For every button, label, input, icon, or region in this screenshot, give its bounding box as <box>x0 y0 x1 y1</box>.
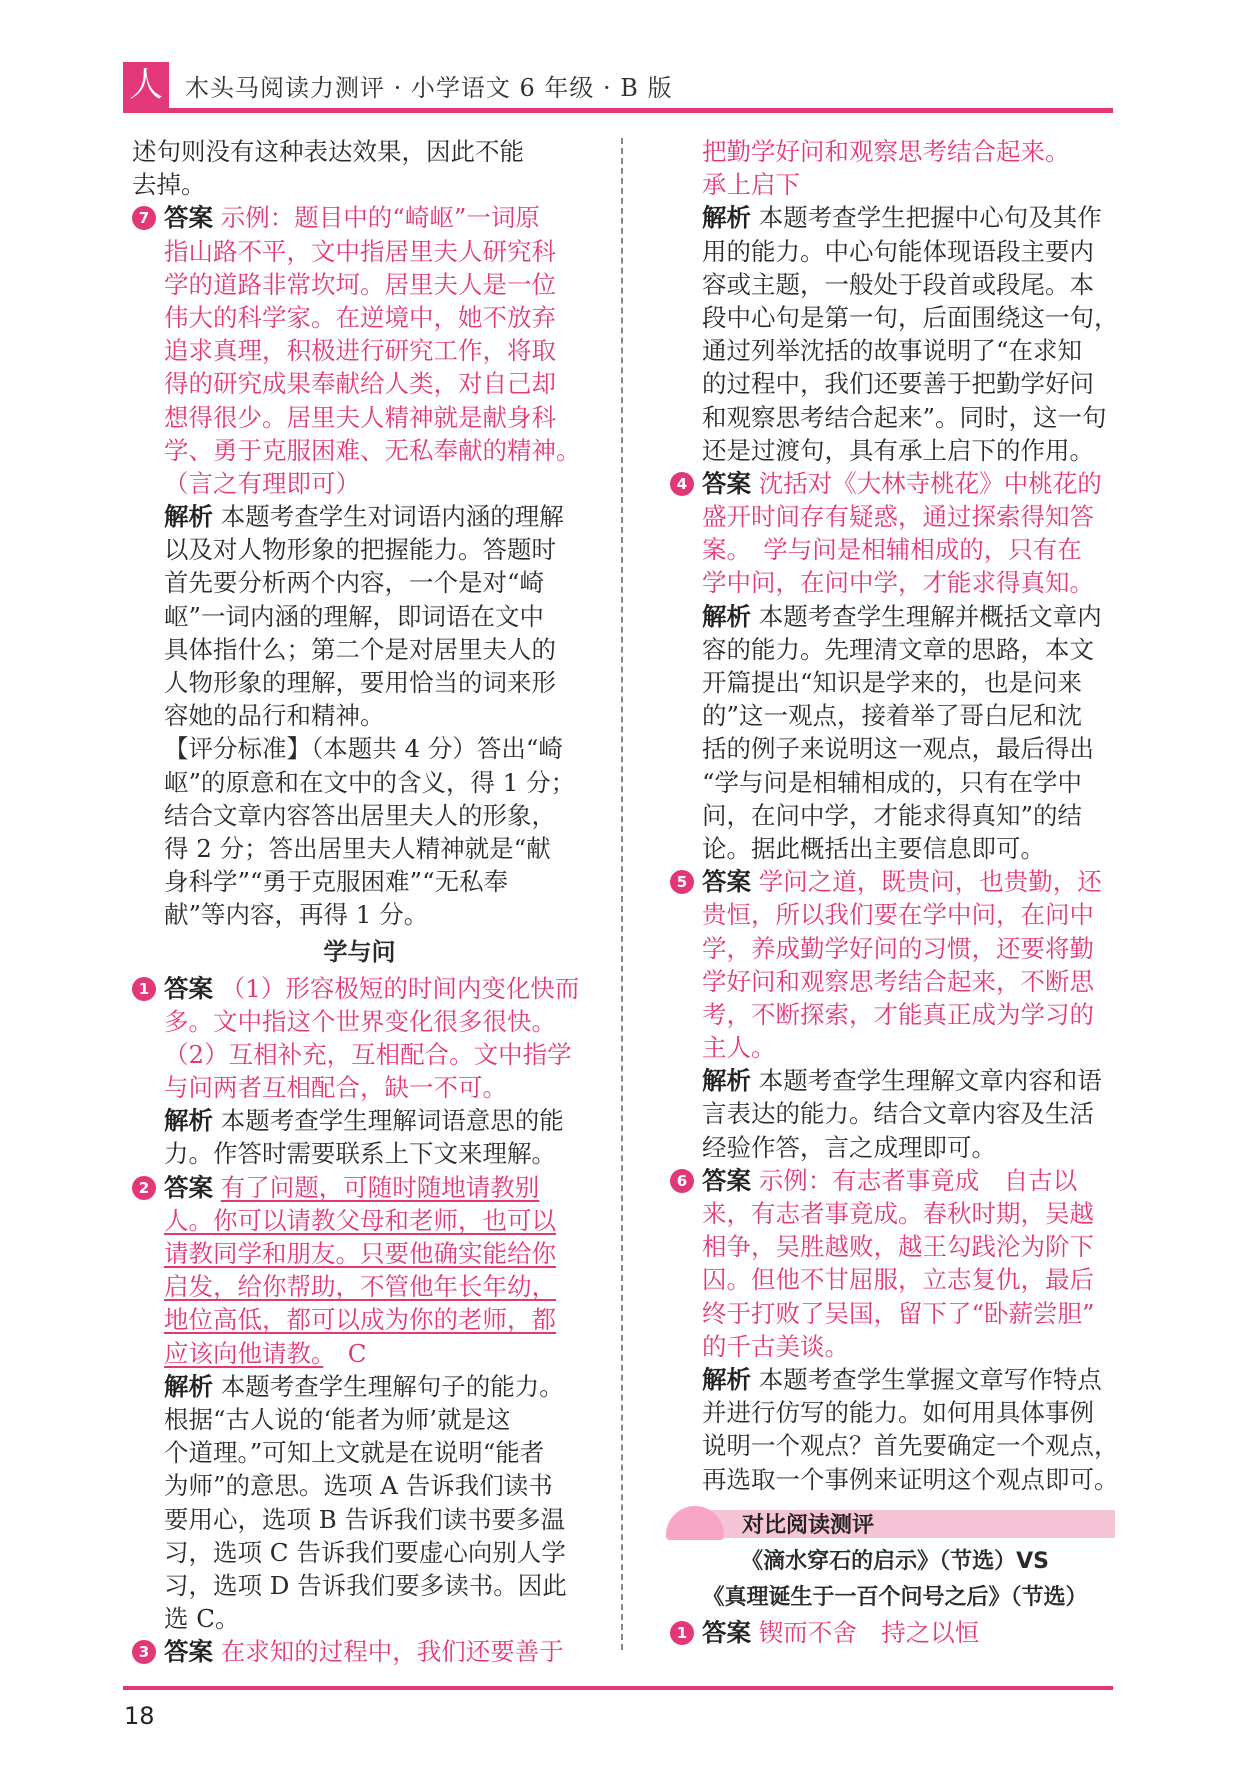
page-number: 18 <box>124 1702 155 1730</box>
scoring-criteria: 岖”的原意和在文中的含义，得 1 分； <box>164 767 576 797</box>
explanation-text: 本题考查学生理解文章内容和语 <box>758 1066 1102 1096</box>
explanation-label: 解析 <box>164 1371 213 1401</box>
comparison-subtitle: 《真理诞生于一百个问号之后》（节选） <box>702 1584 1088 1610</box>
answer-item-6 <box>670 1164 1120 1496</box>
question-number: 3 <box>132 1640 156 1664</box>
explanation-text: 习，选项 C 告诉我们要虚心向别人学 <box>164 1537 566 1567</box>
explanation-label: 解析 <box>164 502 213 532</box>
question-number: 7 <box>132 206 156 230</box>
explanation-text: 还是过渡句，具有承上启下的作用。 <box>702 435 1094 465</box>
answer-text: 主人。 <box>702 1033 776 1063</box>
answer-item-7 <box>132 201 587 931</box>
explanation-text: 通过列举沈括的故事说明了“在求知 <box>702 336 1083 366</box>
explanation-label: 解析 <box>702 1364 751 1394</box>
answer-text: 相争，吴胜越败，越王勾践沦为阶下 <box>702 1232 1094 1262</box>
answer-text: 想得很少。居里夫人精神就是献身科 <box>164 402 556 432</box>
left-column <box>132 135 587 1668</box>
comparison-section-banner <box>670 1504 1120 1544</box>
answer-text: 地位高低，都可以成为你的老师，都 <box>164 1305 556 1335</box>
answer-text: （2）互相补充，互相配合。文中指学 <box>164 1039 572 1069</box>
answer-text: 终于打败了吴国，留下了“卧薪尝胆” <box>702 1298 1095 1328</box>
answer-text: 示例：有志者事竟成 自古以 <box>758 1165 1078 1195</box>
explanation-text: 力。作答时需要联系上下文来理解。 <box>164 1139 556 1169</box>
answer-text: 学的道路非常坎坷。居里夫人是一位 <box>164 269 556 299</box>
answer-label: 答案 <box>702 867 751 897</box>
answer-text: 示例：题目中的“崎岖”一词原 <box>220 203 540 233</box>
explanation-text: 选 C。 <box>164 1604 240 1634</box>
answer-item-5 <box>670 865 1120 1164</box>
explanation-text: 首先要分析两个内容，一个是对“崎 <box>164 568 545 598</box>
footer-rule <box>123 1686 1113 1690</box>
answer-item-4 <box>670 467 1120 865</box>
explanation-text: 开篇提出“知识是学来的，也是问来 <box>702 668 1083 697</box>
right-column <box>670 135 1120 1649</box>
explanation-text: 容她的品行和精神。 <box>164 701 385 731</box>
explanation-label: 解析 <box>702 203 751 233</box>
answer-label: 答案 <box>702 468 751 498</box>
answer-item-3-continued <box>670 135 1120 467</box>
answer-text: 学、勇于克服困难、无私奉献的精神。 <box>164 435 581 465</box>
answer-text: 贵恒，所以我们要在学中问，在问中 <box>702 900 1094 930</box>
explanation-label: 解析 <box>702 1066 751 1096</box>
explanation-text: 岖”一词内涵的理解，即词语在文中 <box>164 601 545 631</box>
explanation-text: 容或主题，一般处于段首或段尾。本 <box>702 269 1094 299</box>
question-number: 1 <box>670 1621 694 1645</box>
answer-text: 的千古美谈。 <box>702 1331 849 1361</box>
explanation-text: 本题考查学生理解并概括文章内 <box>758 601 1102 631</box>
answer-text: 学，养成勤学好问的习惯，还要将勤 <box>702 933 1094 963</box>
text-line: 述句则没有这种表达效果，因此不能 <box>132 137 524 166</box>
explanation-text: 本题考查学生理解句子的能力。 <box>220 1371 564 1401</box>
answer-label: 答案 <box>164 203 213 233</box>
answer-text: 案。 学与问是相辅相成的，只有在 <box>702 535 1082 565</box>
answer-text: 囚。但他不甘屈服，立志复仇，最后 <box>702 1265 1094 1295</box>
scoring-criteria: 身科学”“勇于克服困难”“无私奉 <box>164 867 509 897</box>
answer-item-2 <box>132 1171 587 1636</box>
answer-label: 答案 <box>702 1165 751 1195</box>
explanation-text: 个道理。”可知上文就是在说明“能者 <box>164 1438 545 1468</box>
answer-text: 盛开时间存有疑惑，通过探索得知答 <box>702 502 1094 532</box>
answer-item-1 <box>132 972 587 1171</box>
explanation-text: 并进行仿写的能力。如何用具体事例 <box>702 1398 1094 1428</box>
explanation-text: 再选取一个事例来证明这个观点即可。 <box>702 1464 1119 1494</box>
explanation-text: 具体指什么；第二个是对居里夫人的 <box>164 634 556 664</box>
answer-text: 考，不断探索，才能真正成为学习的 <box>702 999 1094 1029</box>
explanation-text: 的过程中，我们还要善于把勤学好问 <box>702 369 1094 399</box>
answer-choice: C <box>347 1338 367 1368</box>
explanation-label: 解析 <box>702 601 751 631</box>
answer-text: 锲而不舍 持之以恒 <box>758 1617 980 1647</box>
explanation-text: 段中心句是第一句，后面围绕这一句， <box>702 302 1119 332</box>
answer-text: 请教同学和朋友。只要他确实能给你 <box>164 1239 556 1268</box>
answer-text: 学好问和观察思考结合起来，不断思 <box>702 966 1094 996</box>
answer-label: 答案 <box>702 1617 751 1647</box>
explanation-text: 说明一个观点？首先要确定一个观点， <box>702 1431 1119 1461</box>
explanation-text: 本题考查学生对词语内涵的理解 <box>220 502 564 532</box>
explanation-text: 为师”的意思。选项 A 告诉我们读书 <box>164 1471 553 1501</box>
answer-item-3 <box>132 1635 587 1668</box>
scoring-criteria: 献”等内容，再得 1 分。 <box>164 900 429 930</box>
answer-text: 追求真理，积极进行研究工作，将取 <box>164 336 556 366</box>
answer-text: 沈括对《大林寺桃花》中桃花的 <box>758 468 1102 498</box>
explanation-label: 解析 <box>164 1106 213 1136</box>
answer-text: 在求知的过程中，我们还要善于 <box>220 1637 564 1667</box>
explanation-text: 经验作答，言之成理即可。 <box>702 1132 996 1162</box>
answer-text: 多。文中指这个世界变化很多很快。 <box>164 1006 556 1036</box>
answer-text: 学中问，在问中学，才能求得真知。 <box>702 568 1094 598</box>
comparison-subtitle: 《滴水穿石的启示》（节选）VS <box>741 1548 1049 1574</box>
explanation-text: 言表达的能力。结合文章内容及生活 <box>702 1099 1094 1129</box>
header-rule <box>123 108 1113 113</box>
explanation-text: 问，在问中学，才能求得真知”的结 <box>702 800 1083 830</box>
explanation-text: 的”这一观点，接着举了哥白尼和沈 <box>702 701 1083 731</box>
explanation-text: 人物形象的理解，要用恰当的词来形 <box>164 668 556 697</box>
answer-text: 得的研究成果奉献给人类，对自己却 <box>164 369 556 399</box>
section-title: 学与问 <box>323 937 396 966</box>
page-header <box>123 62 1113 110</box>
answer-text: 指山路不平，文中指居里夫人研究科 <box>164 236 556 266</box>
explanation-text: 容的能力。先理清文章的思路，本文 <box>702 634 1094 664</box>
scoring-criteria: 【评分标准】（本题共 4 分）答出“崎 <box>164 734 563 764</box>
explanation-text: 和观察思考结合起来”。同时，这一句 <box>702 402 1107 432</box>
answer-label: 答案 <box>164 1172 213 1202</box>
explanation-text: 本题考查学生理解词语意思的能 <box>220 1106 564 1136</box>
answer-text: 来，有志者事竟成。春秋时期，吴越 <box>702 1199 1094 1228</box>
answer-text: 学问之道，既贵问，也贵勤，还 <box>758 867 1102 897</box>
publisher-logo: 人 <box>123 62 169 108</box>
explanation-text: 习，选项 D 告诉我们要多读书。因此 <box>164 1570 567 1600</box>
explanation-text: 以及对人物形象的把握能力。答题时 <box>164 535 556 565</box>
explanation-text: 用的能力。中心句能体现语段主要内 <box>702 236 1094 266</box>
answer-text: 承上启下 <box>702 170 800 200</box>
answer-text: （1）形容极短的时间内变化快而 <box>220 973 580 1003</box>
answer-text: 应该向他请教。 <box>164 1338 324 1368</box>
comparison-answer-item-1 <box>670 1616 1120 1649</box>
answer-label: 答案 <box>164 973 213 1003</box>
column-divider <box>621 138 623 1650</box>
question-number: 2 <box>132 1176 156 1200</box>
scoring-criteria: 结合文章内容答出居里夫人的形象， <box>164 800 556 830</box>
text-line: 去掉。 <box>132 170 206 200</box>
explanation-text: 括的例子来说明这一观点，最后得出 <box>702 734 1094 764</box>
question-number: 5 <box>670 870 694 894</box>
explanation-text: 论。据此概括出主要信息即可。 <box>702 833 1045 863</box>
explanation-text: 根据“古人说的‘能者为师’就是这 <box>164 1404 511 1434</box>
scoring-criteria: 得 2 分；答出居里夫人精神就是“献 <box>164 833 551 863</box>
comparison-section-title: 对比阅读测评 <box>742 1512 875 1538</box>
answer-text: 把勤学好问和观察思考结合起来。 <box>702 137 1070 166</box>
answer-text: 与问两者互相配合，缺一不可。 <box>164 1073 507 1103</box>
explanation-text: 要用心，选项 B 告诉我们读书要多温 <box>164 1504 566 1534</box>
answer-text: 启发，给你帮助，不管他年长年幼， <box>164 1272 556 1302</box>
answer-label: 答案 <box>164 1637 213 1667</box>
question-number: 1 <box>132 977 156 1001</box>
explanation-text: “学与问是相辅相成的，只有在学中 <box>702 767 1083 797</box>
explanation-text: 本题考查学生把握中心句及其作 <box>758 203 1102 233</box>
book-title: 木头马阅读力测评 · 小学语文 6 年级 · B 版 <box>185 74 673 102</box>
explanation-text: 本题考查学生掌握文章写作特点 <box>758 1364 1102 1394</box>
answer-text: 人。你可以请教父母和老师，也可以 <box>164 1205 556 1235</box>
answer-text: 伟大的科学家。在逆境中，她不放弃 <box>164 302 556 332</box>
answer-text: （言之有理即可） <box>164 468 360 498</box>
question-number: 4 <box>670 472 694 496</box>
question-number: 6 <box>670 1169 694 1193</box>
answer-text: 有了问题，可随时随地请教别 <box>220 1172 540 1202</box>
